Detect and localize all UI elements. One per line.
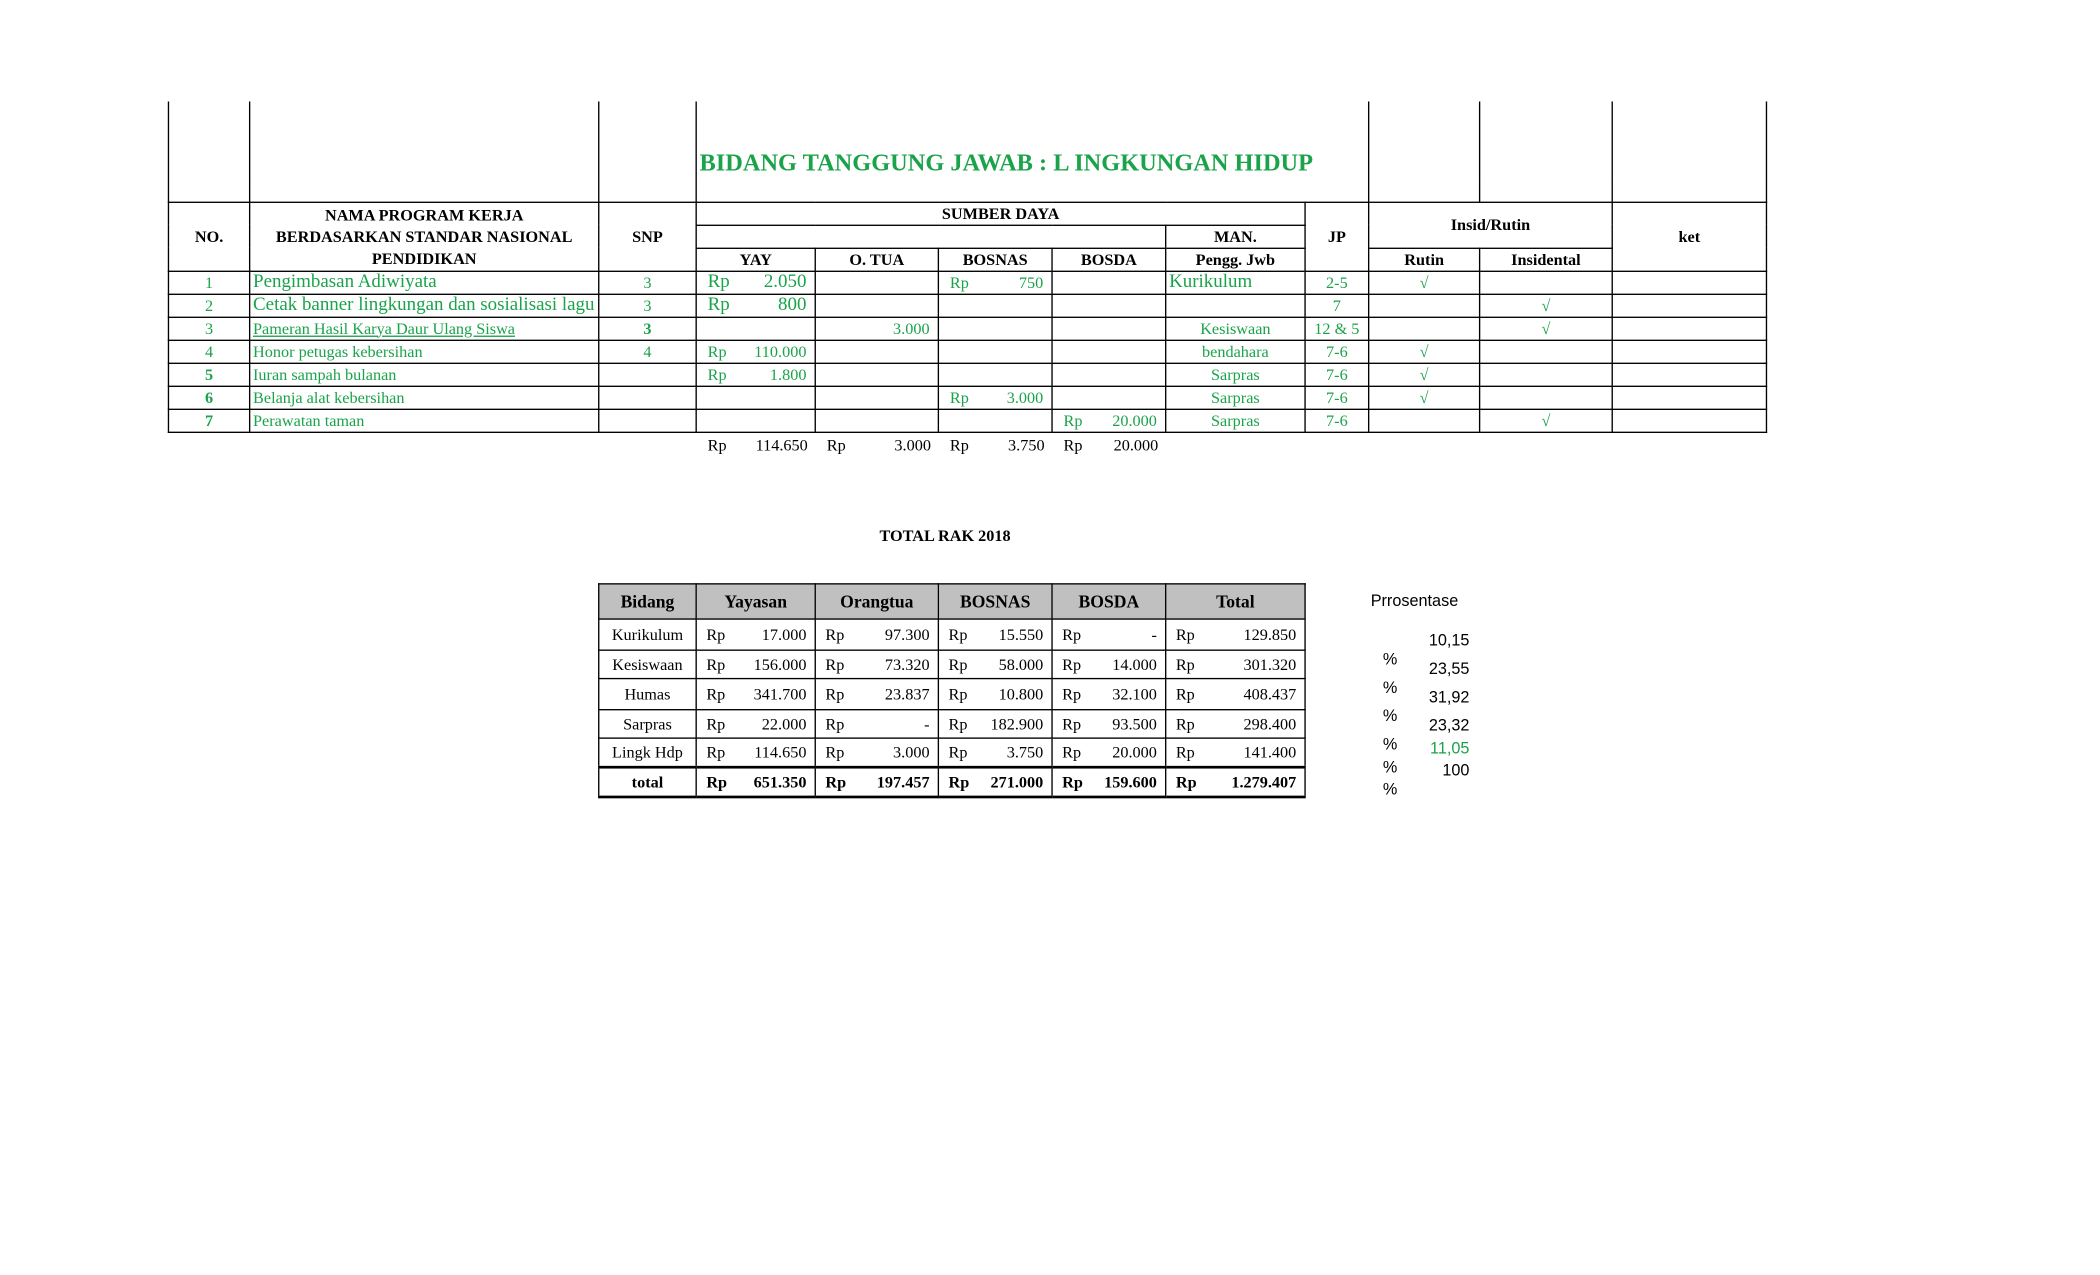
- header-snp: SNP: [599, 202, 696, 271]
- summary-bosda-rp: Rp: [1062, 625, 1082, 645]
- row-yay: 1.800: [769, 364, 807, 384]
- summary-row: [599, 619, 1305, 650]
- percent-sign: %: [1382, 757, 1398, 777]
- summary-bosnas: 3.750: [1006, 742, 1044, 762]
- summary-total: 298.400: [1243, 714, 1297, 734]
- summary-yayasan-rp: Rp: [706, 654, 726, 674]
- row-no: 7: [168, 409, 249, 432]
- row-yay-rp: Rp: [707, 294, 730, 315]
- row-otua: [815, 294, 938, 317]
- summary-orangtua: 73.320: [884, 654, 930, 674]
- table-row: [168, 409, 1766, 432]
- summary-bosnas-rp: Rp: [948, 684, 968, 704]
- summary-bosnas: 271.000: [990, 772, 1044, 792]
- summary-total-rp: Rp: [1175, 625, 1195, 645]
- row-snp: 3: [599, 271, 696, 294]
- summary-total-rp: Rp: [1175, 772, 1197, 792]
- summary-orangtua-rp: Rp: [825, 684, 845, 704]
- row-rutin-check: √: [1369, 363, 1480, 386]
- row-ket: [1612, 317, 1766, 340]
- row-snp: [599, 409, 696, 432]
- row-otua: [815, 363, 938, 386]
- row-pengg-jwb: Sarpras: [1166, 386, 1305, 409]
- summary-bidang: Kesiswaan: [599, 650, 696, 678]
- row-bosda: 20.000: [1112, 410, 1157, 430]
- row-program-name: Honor petugas kebersihan: [250, 340, 599, 363]
- total-bosnas-rp: Rp: [949, 435, 969, 455]
- row-ket: [1612, 409, 1766, 432]
- row-snp: 3: [599, 317, 696, 340]
- summary-bidang: Kurikulum: [599, 619, 696, 650]
- summary-yayasan-rp: Rp: [706, 742, 726, 762]
- percent-sign: %: [1382, 734, 1398, 754]
- summary-bosda-rp: Rp: [1062, 772, 1083, 792]
- row-program-name: Iuran sampah bulanan: [250, 363, 599, 386]
- summary-header-bosda: BOSDA: [1052, 584, 1166, 619]
- summary-bosnas-rp: Rp: [948, 742, 968, 762]
- header-yay: YAY: [696, 248, 815, 271]
- summary-bosnas: 58.000: [998, 654, 1044, 674]
- summary-row: [599, 738, 1305, 767]
- row-rutin-check: [1369, 294, 1480, 317]
- row-yay: 2.050: [763, 271, 807, 292]
- row-no: 5: [168, 363, 249, 386]
- summary-bidang: Sarpras: [599, 710, 696, 738]
- row-pengg-jwb: Sarpras: [1166, 409, 1305, 432]
- row-rutin-check: [1369, 317, 1480, 340]
- row-insidental-check: √: [1480, 294, 1613, 317]
- summary-yayasan-rp: Rp: [706, 714, 726, 734]
- total-otua-rp: Rp: [826, 435, 846, 455]
- row-rutin-check: [1369, 409, 1480, 432]
- header-no: NO.: [168, 202, 249, 271]
- row-pengg-jwb: bendahara: [1166, 340, 1305, 363]
- percent-sign: %: [1382, 778, 1398, 798]
- row-bosnas: 3.000: [1006, 387, 1044, 407]
- row-snp: 4: [599, 340, 696, 363]
- row-yay: 110.000: [754, 341, 807, 361]
- header-bosnas: BOSNAS: [938, 248, 1052, 271]
- summary-yayasan: 651.350: [753, 772, 807, 792]
- row-insidental-check: [1480, 340, 1613, 363]
- summary-header-total: Total: [1166, 584, 1305, 619]
- summary-title: TOTAL RAK 2018: [879, 526, 1011, 546]
- header-man: MAN.: [1166, 225, 1305, 248]
- summary-total: 408.437: [1243, 684, 1297, 704]
- summary-table: [598, 583, 1306, 798]
- row-program-name: Cetak banner lingkungan dan sosialisasi lagu: [250, 294, 599, 317]
- row-bosnas: 750: [1018, 272, 1044, 292]
- summary-orangtua: 197.457: [876, 772, 930, 792]
- header-otua: O. TUA: [815, 248, 938, 271]
- table-row: [168, 363, 1766, 386]
- row-rutin-check: √: [1369, 271, 1480, 294]
- summary-bosnas-rp: Rp: [948, 625, 968, 645]
- row-ket: [1612, 271, 1766, 294]
- totals-row: [697, 436, 1165, 458]
- row-insidental-check: [1480, 363, 1613, 386]
- row-yay-rp: Rp: [707, 271, 730, 292]
- summary-total: 129.850: [1243, 625, 1297, 645]
- header-ket: ket: [1612, 202, 1766, 271]
- summary-bosda-rp: Rp: [1062, 714, 1082, 734]
- row-program-name: Belanja alat kebersihan: [250, 386, 599, 409]
- summary-bosnas-rp: Rp: [948, 654, 968, 674]
- summary-total-rp: Rp: [1175, 714, 1195, 734]
- header-jp: JP: [1305, 202, 1369, 271]
- summary-row: [599, 650, 1305, 678]
- total-otua: 3.000: [894, 435, 931, 455]
- summary-percentage: 10,15: [1428, 629, 1470, 649]
- row-bosda-rp: Rp: [1063, 410, 1083, 430]
- table-row: [168, 271, 1766, 294]
- summary-yayasan: 17.000: [761, 625, 807, 645]
- summary-orangtua-rp: Rp: [825, 654, 845, 674]
- summary-bidang: Humas: [599, 679, 696, 710]
- summary-bosda: 93.500: [1112, 714, 1157, 734]
- row-insidental-check: √: [1480, 409, 1613, 432]
- total-bosda-rp: Rp: [1063, 435, 1083, 455]
- row-no: 2: [168, 294, 249, 317]
- summary-bosnas: 15.550: [998, 625, 1044, 645]
- header-bosda: BOSDA: [1052, 248, 1166, 271]
- row-otua: [815, 386, 938, 409]
- total-yay-rp: Rp: [707, 435, 727, 455]
- total-bosnas: 3.750: [1008, 435, 1045, 455]
- summary-orangtua-rp: Rp: [825, 714, 845, 734]
- summary-bosda-rp: Rp: [1062, 684, 1082, 704]
- row-jp: 7-6: [1305, 340, 1369, 363]
- summary-orangtua: 97.300: [884, 625, 930, 645]
- row-ket: [1612, 386, 1766, 409]
- row-pengg-jwb: Kurikulum: [1166, 271, 1305, 294]
- table-row: [168, 317, 1766, 340]
- row-yay: 800: [778, 294, 807, 315]
- row-insidental-check: [1480, 386, 1613, 409]
- summary-total-rp: Rp: [1175, 684, 1195, 704]
- row-ket: [1612, 340, 1766, 363]
- summary-bosda: 14.000: [1112, 654, 1157, 674]
- summary-orangtua: 23.837: [884, 684, 930, 704]
- summary-header-yayasan: Yayasan: [696, 584, 815, 619]
- summary-total-rp: Rp: [1175, 654, 1195, 674]
- table-row: [168, 294, 1766, 317]
- header-insidental: Insidental: [1480, 248, 1613, 271]
- header-rutin: Rutin: [1369, 248, 1480, 271]
- total-yay: 114.650: [755, 435, 808, 455]
- summary-orangtua: -: [924, 714, 930, 734]
- row-program-name: Pameran Hasil Karya Daur Ulang Siswa: [250, 317, 599, 340]
- row-ket: [1612, 363, 1766, 386]
- row-pengg-jwb: Sarpras: [1166, 363, 1305, 386]
- summary-bosda: -: [1151, 625, 1157, 645]
- row-jp: 7: [1305, 294, 1369, 317]
- summary-bosda-rp: Rp: [1062, 654, 1082, 674]
- page-title: BIDANG TANGGUNG JAWAB : L INGKUNGAN HIDUP: [699, 148, 1314, 176]
- summary-percentage: 31,92: [1428, 686, 1470, 706]
- row-jp: 2-5: [1305, 271, 1369, 294]
- summary-orangtua-rp: Rp: [825, 742, 845, 762]
- summary-bosnas: 10.800: [998, 684, 1044, 704]
- summary-total: 141.400: [1243, 742, 1297, 762]
- row-jp: 12 & 5: [1305, 317, 1369, 340]
- summary-bosnas: 182.900: [990, 714, 1044, 734]
- row-pengg-jwb: Kesiswaan: [1166, 317, 1305, 340]
- row-no: 1: [168, 271, 249, 294]
- summary-bidang: total: [599, 767, 696, 797]
- header-insid-rutin: Insid/Rutin: [1369, 202, 1613, 248]
- header-program-name: NAMA PROGRAM KERJA BERDASARKAN STANDAR NASIONAL PENDIDIKAN: [250, 202, 599, 271]
- row-yay-rp: Rp: [707, 364, 727, 384]
- row-no: 4: [168, 340, 249, 363]
- summary-bosda-rp: Rp: [1062, 742, 1082, 762]
- row-otua: [815, 340, 938, 363]
- row-program-name: Perawatan taman: [250, 409, 599, 432]
- summary-bosnas-rp: Rp: [948, 714, 968, 734]
- row-otua: 3.000: [815, 317, 938, 340]
- percentage-label: Prrosentase: [1370, 591, 1459, 611]
- row-snp: [599, 363, 696, 386]
- summary-yayasan-rp: Rp: [706, 772, 728, 792]
- table-row: [168, 386, 1766, 409]
- summary-yayasan: 341.700: [753, 684, 807, 704]
- row-yay-rp: Rp: [707, 341, 727, 361]
- row-jp: 7-6: [1305, 363, 1369, 386]
- summary-row: [599, 767, 1305, 797]
- summary-percentage: 23,32: [1428, 715, 1470, 735]
- summary-percentage: 100: [1442, 759, 1470, 779]
- row-snp: 3: [599, 294, 696, 317]
- row-no: 6: [168, 386, 249, 409]
- row-jp: 7-6: [1305, 386, 1369, 409]
- summary-percentage: 23,55: [1428, 658, 1470, 678]
- summary-percentage: 11,05: [1430, 738, 1470, 758]
- summary-yayasan-rp: Rp: [706, 625, 726, 645]
- row-rutin-check: √: [1369, 340, 1480, 363]
- summary-bidang: Lingk Hdp: [599, 738, 696, 767]
- summary-bosda: 159.600: [1104, 772, 1157, 792]
- table-row: [168, 340, 1766, 363]
- summary-row: [599, 679, 1305, 710]
- summary-total: 301.320: [1243, 654, 1297, 674]
- row-jp: 7-6: [1305, 409, 1369, 432]
- summary-header-orangtua: Orangtua: [815, 584, 938, 619]
- row-otua: [815, 271, 938, 294]
- total-bosda: 20.000: [1113, 435, 1159, 455]
- percent-sign: %: [1382, 648, 1398, 668]
- row-snp: [599, 386, 696, 409]
- summary-orangtua: 3.000: [893, 742, 930, 762]
- summary-orangtua-rp: Rp: [825, 625, 845, 645]
- summary-total-rp: Rp: [1175, 742, 1195, 762]
- percent-sign: %: [1382, 705, 1398, 725]
- summary-header-bidang: Bidang: [599, 584, 696, 619]
- summary-header-bosnas: BOSNAS: [938, 584, 1052, 619]
- row-otua: [815, 409, 938, 432]
- header-sumber-daya: SUMBER DAYA: [696, 202, 1305, 225]
- row-ket: [1612, 294, 1766, 317]
- row-program-name: Pengimbasan Adiwiyata: [250, 271, 599, 294]
- summary-row: [599, 710, 1305, 738]
- summary-yayasan: 156.000: [753, 654, 807, 674]
- summary-yayasan: 22.000: [761, 714, 807, 734]
- row-insidental-check: [1480, 271, 1613, 294]
- row-no: 3: [168, 317, 249, 340]
- header-pengg-jwb: Pengg. Jwb: [1166, 248, 1305, 271]
- percent-sign: %: [1382, 677, 1398, 697]
- row-pengg-jwb: [1166, 294, 1305, 317]
- summary-bosnas-rp: Rp: [948, 772, 970, 792]
- summary-yayasan-rp: Rp: [706, 684, 726, 704]
- row-bosnas-rp: Rp: [949, 387, 969, 407]
- summary-bosda: 32.100: [1112, 684, 1157, 704]
- row-insidental-check: √: [1480, 317, 1613, 340]
- summary-orangtua-rp: Rp: [825, 772, 847, 792]
- row-rutin-check: √: [1369, 386, 1480, 409]
- summary-total: 1.279.407: [1231, 772, 1297, 792]
- summary-yayasan: 114.650: [754, 742, 807, 762]
- summary-bosda: 20.000: [1112, 742, 1157, 762]
- row-bosnas-rp: Rp: [949, 272, 969, 292]
